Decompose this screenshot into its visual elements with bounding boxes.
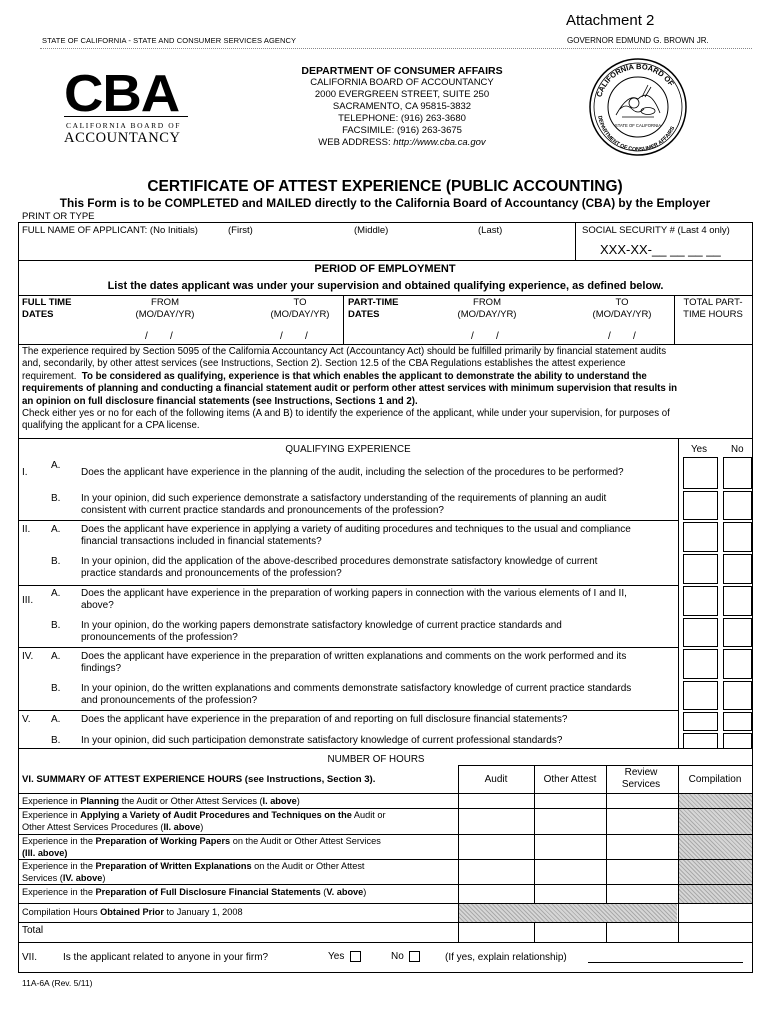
rule-bottom <box>18 972 753 973</box>
web-url[interactable]: http://www.cba.ca.gov <box>393 137 486 148</box>
facsimile: FACSIMILE: (916) 263-3675 <box>342 125 462 136</box>
sr-written-l1 <box>22 861 454 873</box>
qualifying-question-l2: and pronouncements of the profession? <box>81 695 258 706</box>
qualifying-question <box>81 651 675 675</box>
pt-from-label <box>432 297 542 321</box>
qualifying-row-rule <box>18 520 678 521</box>
seal-ring-left: CALIFORNIA <box>594 62 635 99</box>
qualifying-no-header: No <box>731 444 744 455</box>
web-address <box>278 137 526 149</box>
number-of-hours-label: NUMBER OF HOURS <box>327 754 425 765</box>
qualifying-question-l1: Does the applicant have experience in the preparation of written explanations and comments on the work performed and its <box>81 651 627 662</box>
instr-line-3a: requirement. <box>22 370 77 382</box>
qualifying-question <box>81 714 675 726</box>
summary-row-compilation-prior <box>22 907 454 919</box>
qualifying-question-l2: pronouncements of the profession? <box>81 632 238 643</box>
sr-fd-ref: V. above <box>326 887 364 897</box>
instructions-paragraph <box>22 346 750 433</box>
qualifying-no-checkbox[interactable] <box>723 649 752 679</box>
applicant-first-label: (First) <box>228 225 253 236</box>
qualifying-no-checkbox[interactable] <box>723 733 752 749</box>
sr-planning-rest: the Audit or Other Attest Services ( <box>119 796 263 806</box>
qualifying-question <box>81 588 675 612</box>
qualifying-roman: III. <box>22 595 34 606</box>
qualifying-no-checkbox[interactable] <box>723 618 752 647</box>
qualifying-yes-checkbox[interactable] <box>683 586 718 616</box>
qualifying-question-l1: In your opinion, do the written explanations and comments demonstrate satisfactory knowledge of current practice standards <box>81 683 632 694</box>
instr-line-2: and, secondarily, by other attest services (see Instructions, Section 2). Section 12.5 of the CBA Regulations establishes the attest experience <box>22 358 626 370</box>
print-or-type: PRINT OR TYPE <box>22 211 95 222</box>
rule-after-name <box>18 260 753 261</box>
ft-to-text: TO <box>293 297 307 308</box>
sr-working-ref: (III. above) <box>22 847 68 858</box>
instr-line-5: an opinion on full disclosure financial statements (see Instructions, Sections 1 and 2). <box>22 395 418 407</box>
qualifying-yes-checkbox[interactable] <box>683 733 718 749</box>
form-number: 11A-6A (Rev. 5/11) <box>22 978 93 988</box>
pt-to-format: (MO/DAY/YR) <box>592 309 652 320</box>
sr-comp-b: to January 1, 2008 <box>163 907 243 917</box>
logo-rule <box>64 116 188 117</box>
qualifying-question-l2: consistent with current practice standards and pronouncements of the profession? <box>81 505 444 516</box>
sr-written-l2: Services (IV. above) <box>22 872 106 883</box>
applicant-name-field[interactable] <box>20 238 573 258</box>
qualifying-no-checkbox[interactable] <box>723 681 752 710</box>
qualifying-question-l2: findings? <box>81 663 122 674</box>
period-mid-divider <box>343 295 344 345</box>
qualifying-yes-checkbox[interactable] <box>683 649 718 679</box>
instr-line-4: requirements of planning and conducting a financial statement audit or perform other attest services with minimum supervision that results in <box>22 383 678 395</box>
rule-before-qualifying <box>18 438 753 439</box>
attachment-label: Attachment 2 <box>566 12 655 29</box>
sr-comp-a: Compilation Hours <box>22 907 101 917</box>
instr-line-3b: To be considered as qualifying, experience is that which enables the applicant to demonstrate the ability to understand the <box>81 370 647 382</box>
qualifying-letter: A. <box>51 524 61 535</box>
yesno-divider-left <box>678 438 679 748</box>
related-yes-label: Yes <box>328 951 345 963</box>
qualifying-row-rule <box>18 585 678 586</box>
qualifying-question <box>81 556 675 580</box>
summary-heading: VI. SUMMARY OF ATTEST EXPERIENCE HOURS (see Instructions, Section 3). <box>22 774 376 785</box>
full-time-dates-label: DATES <box>22 309 54 320</box>
qualifying-question <box>81 735 675 747</box>
qualifying-no-checkbox[interactable] <box>723 586 752 616</box>
ft-from-label <box>110 297 220 321</box>
rule-sr-2 <box>18 834 753 835</box>
qualifying-letter: A. <box>51 588 61 599</box>
state-seal <box>588 57 688 157</box>
qualifying-question <box>81 467 675 479</box>
rule-period-bottom <box>18 344 753 345</box>
qualifying-question <box>81 524 675 548</box>
col-other-attest-header: Other Attest <box>543 774 597 785</box>
col-review-header <box>606 767 676 791</box>
related-question: Is the applicant related to anyone in your firm? <box>63 952 269 963</box>
sr-written-bold: Preparation of Written Explanations <box>95 861 252 871</box>
qualifying-roman: V. <box>22 714 31 725</box>
ft-from-format: (MO/DAY/YR) <box>135 309 195 320</box>
col-compilation-header: Compilation <box>688 774 742 785</box>
applicant-last-label: (Last) <box>478 225 503 236</box>
qualifying-letter: A. <box>51 651 61 662</box>
qualifying-yes-checkbox[interactable] <box>683 491 718 520</box>
cba-logo-line1: CALIFORNIA BOARD OF <box>66 121 181 130</box>
qualifying-yes-checkbox[interactable] <box>683 522 718 552</box>
qualifying-question-l1: In your opinion, did the application of the above-described procedures demonstrate satisfactory knowledge of current <box>81 556 598 567</box>
rule-summary-header-bottom <box>18 793 753 794</box>
qualifying-letter: B. <box>51 556 61 567</box>
qualifying-question-l1: In your opinion, did such participation demonstrate satisfactory knowledge of current professional standards? <box>81 735 563 746</box>
total-part-text: TOTAL PART- <box>683 297 743 308</box>
qualifying-letter: B. <box>51 620 61 631</box>
related-no-option[interactable] <box>391 951 420 962</box>
summary-row-planning: Experience in Planning the Audit or Other Attest Services (I. above) <box>22 796 300 806</box>
qualifying-yes-checkbox[interactable] <box>683 681 718 710</box>
summary-row-applying <box>22 810 454 833</box>
qualifying-no-checkbox[interactable] <box>723 712 752 731</box>
related-explain-label: (If yes, explain relationship) <box>445 952 567 963</box>
rule-sr-total <box>18 942 753 943</box>
seal-ring-right: STATE OF CALIFORNIA <box>614 123 662 128</box>
sr-written-rest: on the Audit or Other Attest <box>251 861 365 871</box>
applicant-middle-label: (Middle) <box>354 225 389 236</box>
sr-working-l1 <box>22 836 454 848</box>
qualifying-question-l2: financial transactions included in financial statements? <box>81 536 322 547</box>
qualifying-row-rule <box>18 647 678 648</box>
qualifying-question <box>81 683 675 707</box>
period-heading: PERIOD OF EMPLOYMENT <box>314 263 456 275</box>
qualifying-yes-checkbox[interactable] <box>683 554 718 584</box>
sr-written-l2-text: Services ( <box>22 872 63 883</box>
sr-planning-ref: I. above <box>262 796 297 806</box>
total-hours-field[interactable] <box>676 322 750 342</box>
seal-emblem <box>616 85 660 117</box>
qualifying-question-l1: Does the applicant have experience in the planning of the audit, including the selection of the procedures to be performed? <box>81 467 624 478</box>
compilation-shade-rows <box>679 794 752 903</box>
street-address: 2000 EVERGREEN STREET, SUITE 250 <box>314 89 490 100</box>
pt-from-text: FROM <box>473 297 501 308</box>
related-roman: VII. <box>22 952 38 963</box>
sr-written-ref: IV. above <box>62 872 103 883</box>
pt-from-format: (MO/DAY/YR) <box>457 309 517 320</box>
period-instruction: List the dates applicant was under your supervision and obtained qualifying experience, as defined below. <box>107 280 664 292</box>
part-time-dates-label: DATES <box>348 309 380 320</box>
related-no-checkbox[interactable] <box>409 951 420 962</box>
sr-fd-pre: Experience in the <box>22 887 96 897</box>
qualifying-letter: B. <box>51 735 61 746</box>
qualifying-letter: A. <box>51 714 61 725</box>
rule-sr-5 <box>18 903 753 904</box>
qualifying-yes-checkbox[interactable] <box>683 457 718 489</box>
sr-applying-rest: Audit or <box>351 810 386 820</box>
qualifying-no-checkbox[interactable] <box>723 491 752 520</box>
qualifying-no-checkbox[interactable] <box>723 554 752 584</box>
telephone: TELEPHONE: (916) 263-3680 <box>338 113 466 124</box>
qualifying-letter: B. <box>51 493 61 504</box>
sr-applying-l2: Other Attest Services Procedures (II. above) <box>22 821 204 832</box>
pt-to-text: TO <box>615 297 629 308</box>
qualifying-letter: B. <box>51 683 61 694</box>
pt-to-label <box>570 297 674 321</box>
cba-logo-line2: ACCOUNTANCY <box>64 130 181 146</box>
sr-working-bold: Preparation of Working Papers <box>95 836 231 846</box>
qualifying-question-l2: practice standards and pronouncements of the profession? <box>81 568 342 579</box>
ft-from-date-field[interactable]: / / <box>145 331 173 342</box>
col-audit-header: Audit <box>484 774 508 785</box>
rule-summary-top <box>18 748 753 749</box>
summary-row-working-papers <box>22 836 454 859</box>
qualifying-question-l1: Does the applicant have experience in applying a variety of auditing procedures and techniques to the usual and compliance <box>81 524 631 535</box>
part-time-label: PART-TIME <box>348 297 399 308</box>
qualifying-roman: II. <box>22 524 31 535</box>
related-explain-line[interactable] <box>588 962 743 963</box>
summary-row-total: Total <box>22 925 44 936</box>
sr-applying-l1 <box>22 810 454 822</box>
ft-to-format: (MO/DAY/YR) <box>270 309 330 320</box>
qualifying-yes-header: Yes <box>691 444 707 455</box>
department-name: DEPARTMENT OF CONSUMER AFFAIRS <box>301 65 503 77</box>
board-name: CALIFORNIA BOARD OF ACCOUNTANCY <box>310 77 494 88</box>
sr-comp-bold: Obtained Prior <box>100 907 164 917</box>
cba-logo <box>62 66 192 144</box>
instr-line-3 <box>22 371 750 383</box>
state-agency-line: STATE OF CALIFORNIA - STATE AND CONSUMER SERVICES AGENCY <box>42 36 297 45</box>
related-no-label: No <box>391 951 404 963</box>
qualifying-question-l1: In your opinion, do the working papers demonstrate satisfactory knowledge of current practice standards and <box>81 620 562 631</box>
col-review-l1: Review <box>624 767 658 778</box>
qualifying-heading: QUALIFYING EXPERIENCE <box>285 444 411 455</box>
rule-period-top <box>18 295 753 296</box>
department-block <box>278 65 526 149</box>
rule-sr-1 <box>18 808 753 809</box>
ssn-label: SOCIAL SECURITY # (Last 4 only) <box>582 225 730 236</box>
form-subtitle: This Form is to be COMPLETED and MAILED directly to the California Board of Accountancy (CBA) by the Employer <box>59 196 711 210</box>
qualifying-yes-checkbox[interactable] <box>683 618 718 647</box>
compilation-prior-shade <box>459 903 677 922</box>
pt-to-date-field[interactable]: / / <box>608 331 636 342</box>
ft-from-text: FROM <box>151 297 179 308</box>
ssn-divider <box>575 222 576 260</box>
qualifying-roman: I. <box>22 467 28 478</box>
instr-line-6: Check either yes or no for each of the following items (A and B) to identify the experience of the applicant, while under your supervision, for purposes of <box>22 408 670 420</box>
summary-row-full-disclosure: Experience in the Preparation of Full Disclosure Financial Statements (V. above) <box>22 887 367 897</box>
qualifying-letter: A. <box>51 460 61 471</box>
header-rule <box>40 48 752 49</box>
applicant-name-label: FULL NAME OF APPLICANT: (No Initials) <box>22 225 198 236</box>
qualifying-question-l1: In your opinion, did such experience demonstrate a satisfactory understanding of the requirements of planning an audit <box>81 493 607 504</box>
rule-sr-3 <box>18 859 753 860</box>
sr-planning-bold: Planning <box>80 796 120 806</box>
full-time-label: FULL TIME <box>22 297 72 308</box>
qualifying-no-checkbox[interactable] <box>723 457 752 489</box>
form-title: CERTIFICATE OF ATTEST EXPERIENCE (PUBLIC ACCOUNTING) <box>147 178 623 195</box>
qualifying-question <box>81 620 675 644</box>
rule-sr-4 <box>18 884 753 885</box>
governor-line: GOVERNOR EDMUND G. BROWN JR. <box>567 36 709 45</box>
qualifying-question-l2: above? <box>81 600 114 611</box>
rule-top <box>18 222 753 223</box>
city-address: SACRAMENTO, CA 95815-3832 <box>332 101 472 112</box>
instr-line-7: qualifying the applicant for a CPA license. <box>22 420 200 432</box>
pt-from-date-field[interactable]: / / <box>471 331 499 342</box>
seal-ring-top-text: BOARD OF <box>636 61 676 88</box>
rule-sr-6 <box>18 922 753 923</box>
ssn-field[interactable]: XXX-XX-__ __ __ __ <box>600 242 721 257</box>
qualifying-question-l1: Does the applicant have experience in the preparation of working papers in connection with the various elements of I and II, <box>81 588 627 599</box>
qualifying-row-rule <box>18 710 678 711</box>
sr-applying-ref: II. above <box>163 821 201 832</box>
qualifying-no-checkbox[interactable] <box>723 522 752 552</box>
sr-working-pre: Experience in the <box>22 836 96 846</box>
web-label: WEB ADDRESS: <box>318 137 394 148</box>
total-part-time-label <box>674 297 752 321</box>
summary-row-written <box>22 861 454 884</box>
related-yes-option[interactable] <box>328 951 361 962</box>
qualifying-roman: IV. <box>22 651 34 662</box>
sr-planning-pre: Experience in <box>22 796 81 806</box>
sr-written-pre: Experience in the <box>22 861 96 871</box>
time-hours-text: TIME HOURS <box>683 309 743 320</box>
sr-working-rest: on the Audit or Other Attest Services <box>230 836 381 846</box>
qualifying-yes-checkbox[interactable] <box>683 712 718 731</box>
sr-applying-l2-text: Other Attest Services Procedures ( <box>22 821 164 832</box>
ft-to-date-field[interactable]: / / <box>280 331 308 342</box>
qualifying-question <box>81 493 675 517</box>
seal-ring-bottom-text: DEPARTMENT OF CONSUMER AFFAIRS <box>596 115 677 154</box>
ft-to-label <box>245 297 355 321</box>
sr-applying-pre: Experience in <box>22 810 81 820</box>
qualifying-question-l1: Does the applicant have experience in the preparation of and reporting on full disclosure financial statements? <box>81 714 568 725</box>
col-review-l2: Services <box>621 779 661 790</box>
instr-line-1: The experience required by Section 5095 of the California Accountancy Act (Accountancy Act) should be fulfilled primarily by financial statement audits <box>22 346 667 357</box>
sr-fd-bold: Preparation of Full Disclosure Financial Statements <box>95 887 321 897</box>
cba-logo-mark: CBA <box>64 65 180 123</box>
sr-applying-bold: Applying a Variety of Audit Procedures and Techniques on the <box>80 810 352 820</box>
related-yes-checkbox[interactable] <box>350 951 361 962</box>
